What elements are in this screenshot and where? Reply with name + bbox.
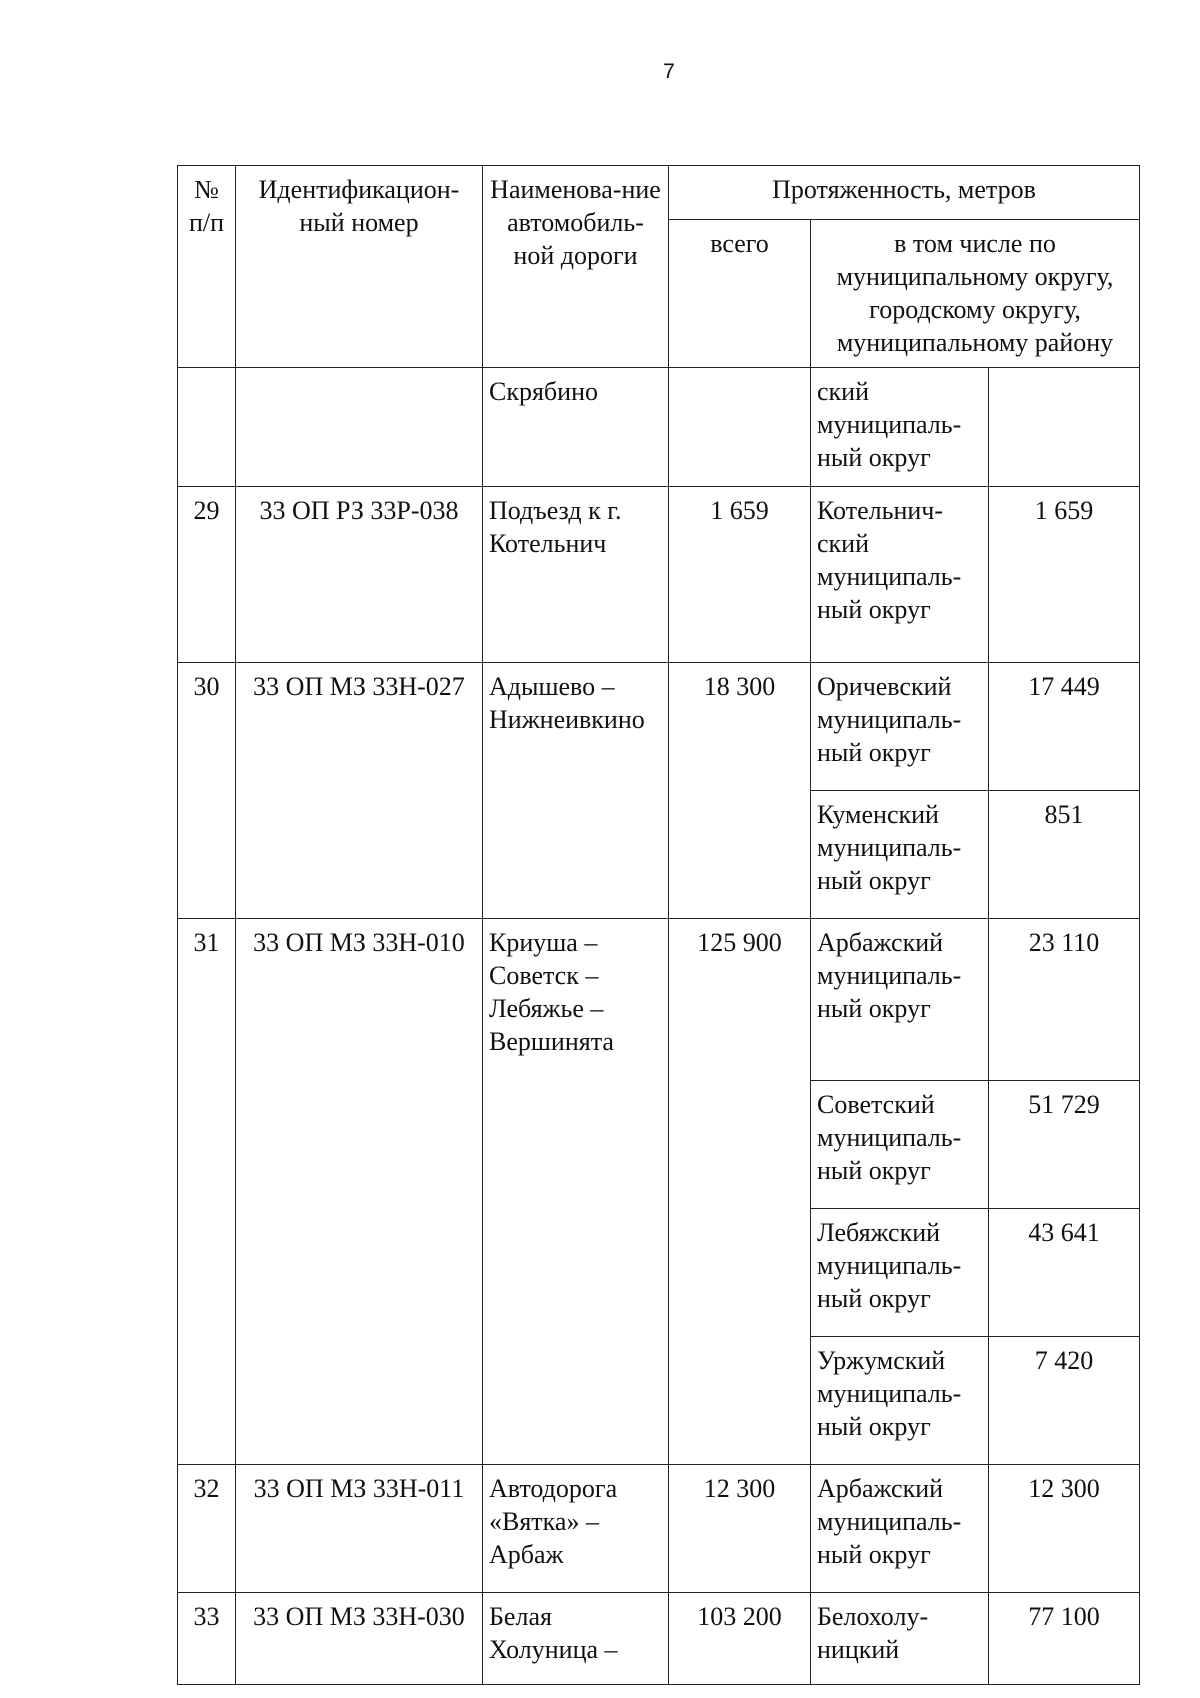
header-num: № п/п [178, 166, 236, 368]
cell-value: 51 729 [989, 1081, 1140, 1209]
cell-id: 33 ОП МЗ 33Н-011 [236, 1465, 483, 1593]
cell-value: 43 641 [989, 1209, 1140, 1337]
cell-value: 1 659 [989, 487, 1140, 663]
header-total: всего [669, 220, 811, 368]
cell-district: Котельнич-ский муниципаль-ный округ [811, 487, 989, 663]
cell-id: 33 ОП МЗ 33Н-010 [236, 919, 483, 1465]
table-row [178, 919, 1140, 1081]
cell-num: 31 [178, 919, 236, 1465]
cell-name: Подъезд к г. Котельнич [483, 487, 669, 663]
cell-total [669, 368, 811, 487]
cell-district: Арбажский муниципаль-ный округ [811, 919, 989, 1081]
cell-district: Арбажский муниципаль-ный округ [811, 1465, 989, 1593]
header-incl: в том числе по муниципальному округу, городскому округу, муниципальному району [811, 220, 1140, 368]
cell-value: 77 100 [989, 1593, 1140, 1685]
header-name: Наименова-ние автомобиль-ной дороги [483, 166, 669, 368]
cell-district: Уржумский муниципаль-ный округ [811, 1337, 989, 1465]
cell-num [178, 368, 236, 487]
cell-total: 1 659 [669, 487, 811, 663]
header-length: Протяженность, метров [669, 166, 1140, 220]
cell-name: Адышево – Нижнеивкино [483, 663, 669, 919]
cell-name: Белая Холуница – [483, 1593, 669, 1685]
cell-total: 125 900 [669, 919, 811, 1465]
table-row [178, 663, 1140, 791]
cell-num: 32 [178, 1465, 236, 1593]
cell-name: Криуша – Советск – Лебяжье – Вершинята [483, 919, 669, 1465]
cell-total: 18 300 [669, 663, 811, 919]
table-row [178, 1465, 1140, 1593]
cell-value: 7 420 [989, 1337, 1140, 1465]
cell-value [989, 368, 1140, 487]
cell-value: 851 [989, 791, 1140, 919]
cell-name: Скрябино [483, 368, 669, 487]
cell-id: 33 ОП РЗ 33Р-038 [236, 487, 483, 663]
table-header-row [178, 166, 1140, 220]
cell-district: ский муниципаль-ный округ [811, 368, 989, 487]
cell-district: Лебяжский муниципаль-ный округ [811, 1209, 989, 1337]
cell-value: 12 300 [989, 1465, 1140, 1593]
cell-id: 33 ОП МЗ 33Н-030 [236, 1593, 483, 1685]
cell-num: 29 [178, 487, 236, 663]
cell-district: Белохолу-ницкий [811, 1593, 989, 1685]
roads-table [177, 165, 1140, 1685]
header-id: Идентификацион-ный номер [236, 166, 483, 368]
cell-total: 103 200 [669, 1593, 811, 1685]
cell-total: 12 300 [669, 1465, 811, 1593]
table-row-continuation [178, 368, 1140, 487]
cell-district: Советский муниципаль-ный округ [811, 1081, 989, 1209]
cell-value: 23 110 [989, 919, 1140, 1081]
cell-id: 33 ОП МЗ 33Н-027 [236, 663, 483, 919]
cell-value: 17 449 [989, 663, 1140, 791]
page-number: 7 [663, 60, 675, 83]
table-row [178, 487, 1140, 663]
cell-num: 30 [178, 663, 236, 919]
table-row [178, 1593, 1140, 1685]
cell-num: 33 [178, 1593, 236, 1685]
cell-district: Куменский муниципаль-ный округ [811, 791, 989, 919]
cell-district: Оричевский муниципаль-ный округ [811, 663, 989, 791]
cell-name: Автодорога «Вятка» – Арбаж [483, 1465, 669, 1593]
cell-id [236, 368, 483, 487]
